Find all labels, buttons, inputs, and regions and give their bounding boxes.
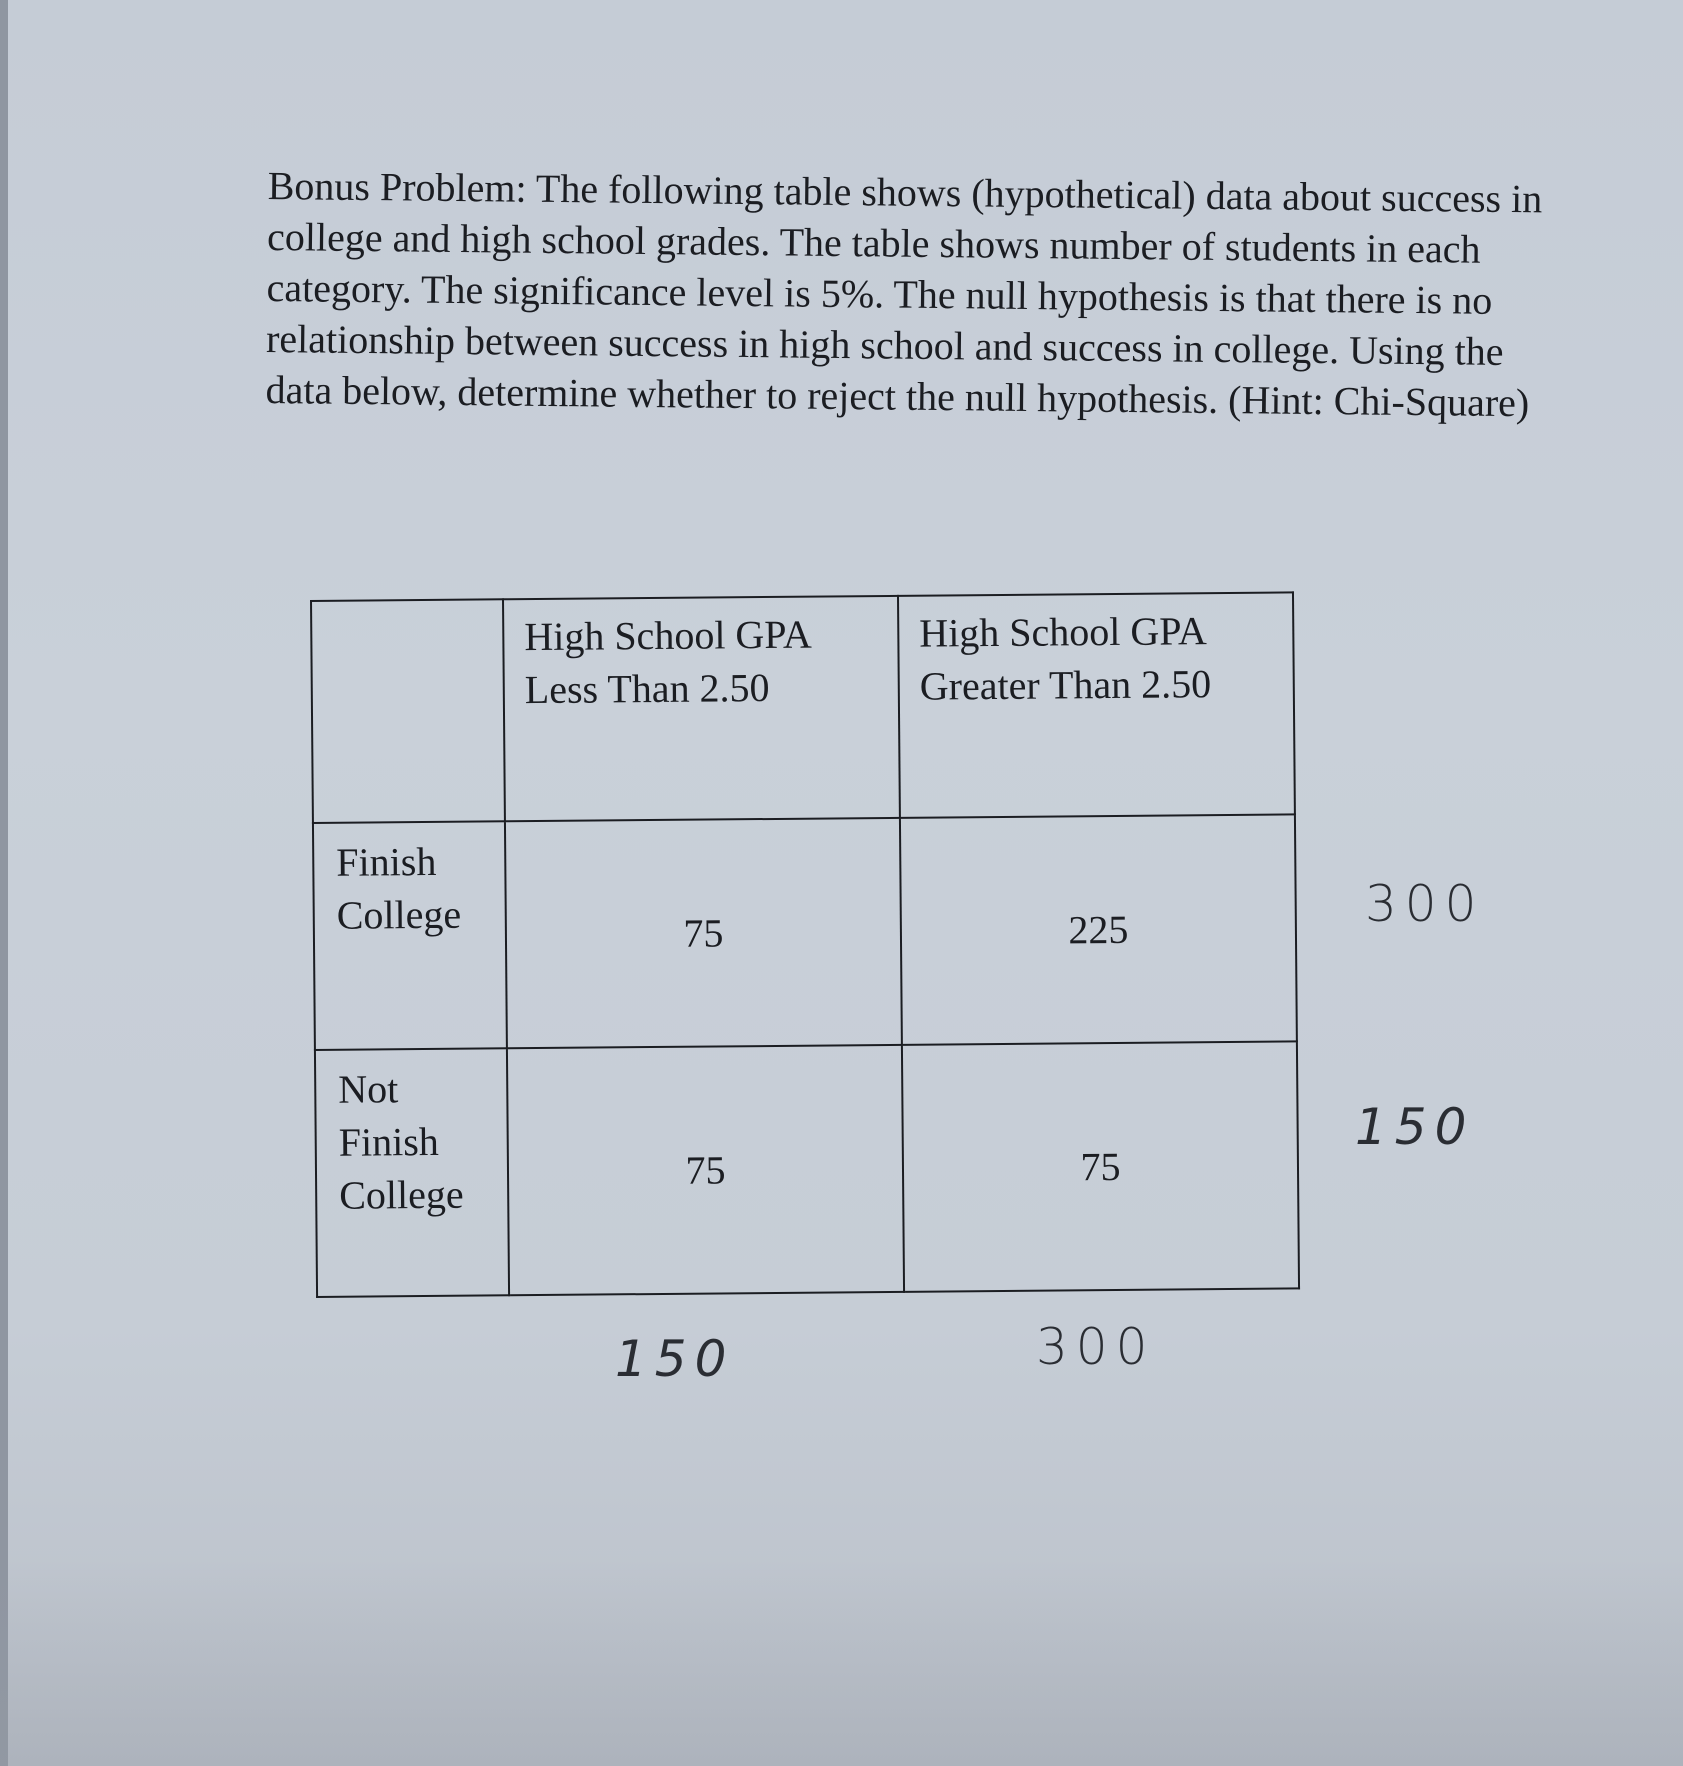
handwritten-column-total: 150 bbox=[615, 1330, 735, 1388]
table-cell: 75 bbox=[507, 1045, 904, 1295]
table-row bbox=[313, 814, 1297, 1050]
row-label-line: College bbox=[338, 1171, 464, 1218]
row-label-line: Not bbox=[338, 1066, 399, 1112]
column-header-gpa-less bbox=[503, 596, 900, 821]
column-header-line: Less Than 2.50 bbox=[524, 664, 770, 713]
column-header-line: High School GPA bbox=[919, 608, 1207, 656]
page-shadow bbox=[0, 1560, 1683, 1766]
handwritten-column-total: 300 bbox=[1036, 1318, 1156, 1376]
row-label-line: Finish bbox=[336, 838, 437, 885]
table-header-row bbox=[311, 592, 1295, 823]
row-label-not-finish-college bbox=[315, 1048, 509, 1297]
table-corner-cell bbox=[311, 599, 505, 823]
handwritten-row-total: 150 bbox=[1355, 1098, 1475, 1156]
column-header-line: High School GPA bbox=[524, 611, 812, 660]
table-row bbox=[315, 1041, 1299, 1297]
table-cell: 75 bbox=[902, 1041, 1299, 1291]
row-label-line: Finish bbox=[338, 1118, 439, 1165]
handwritten-row-total: 300 bbox=[1365, 875, 1485, 933]
table-cell: 75 bbox=[505, 818, 902, 1048]
contingency-table bbox=[310, 591, 1300, 1298]
row-label-finish-college bbox=[313, 821, 507, 1050]
table-cell: 225 bbox=[900, 814, 1297, 1044]
row-label-line: College bbox=[336, 891, 462, 938]
column-header-gpa-greater bbox=[898, 592, 1295, 817]
page-edge bbox=[0, 0, 8, 1766]
column-header-line: Greater Than 2.50 bbox=[919, 661, 1212, 709]
problem-statement: Bonus Problem: The following table shows (hypothetical) data about success in college and high school grades. The table shows number of students in each category. The significance level is 5%. The null hypothesis is that there is no relationship between success in high school and success in college. Using the data below, determine whether to reject the null hypothesis. (Hint: Chi-Square) bbox=[265, 162, 1543, 426]
